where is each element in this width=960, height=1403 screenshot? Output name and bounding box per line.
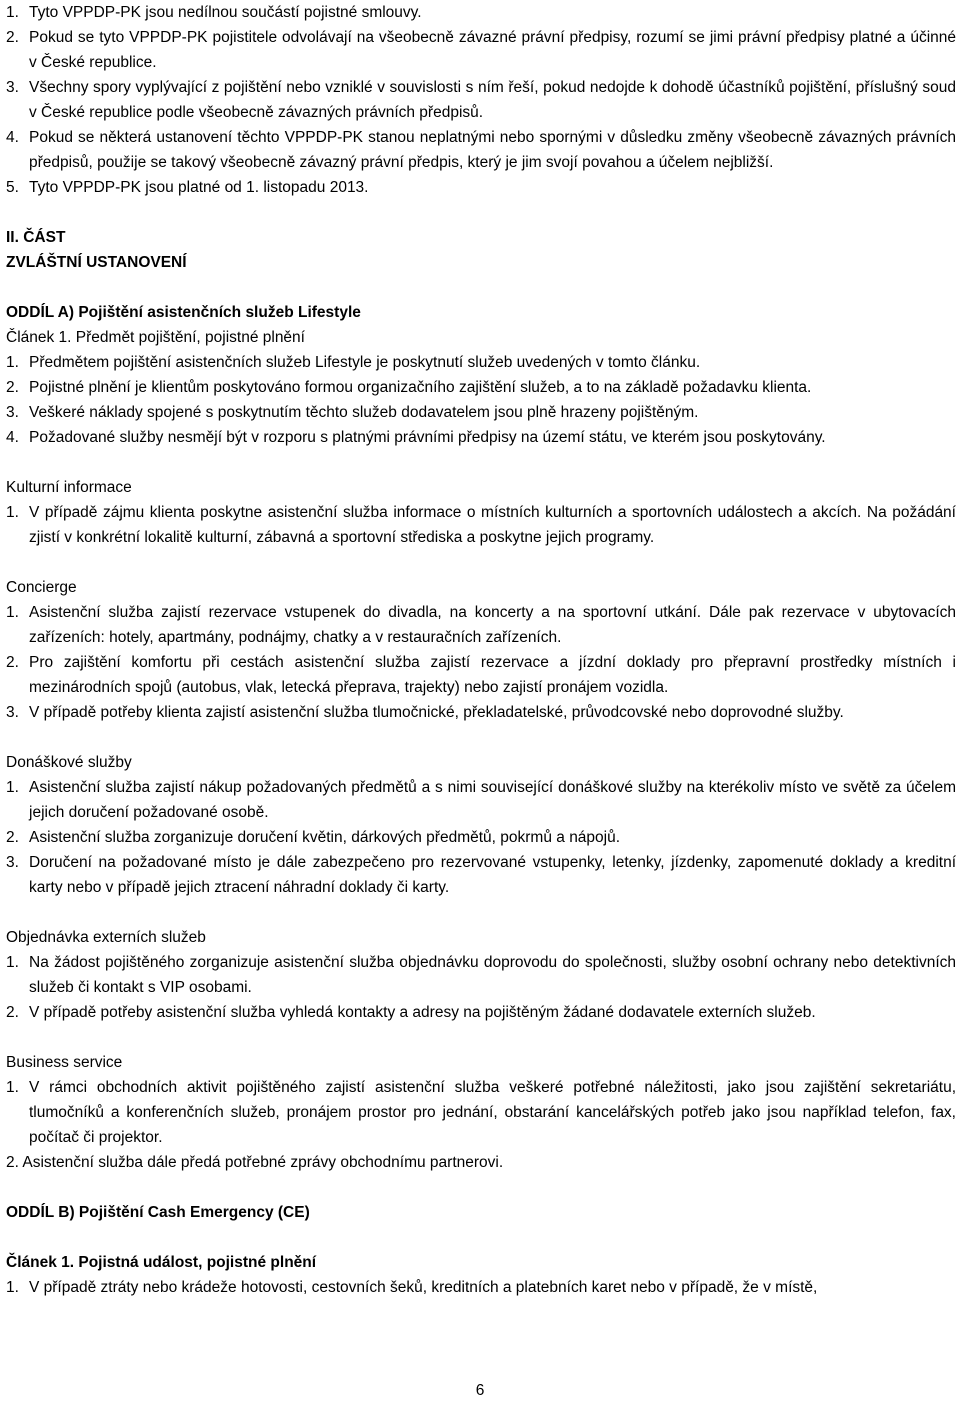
- item-text: Veškeré náklady spojené s poskytnutím těchto služeb dodavatelem jsou plně hrazeny pojištěným.: [29, 404, 699, 421]
- list-item: [6, 700, 956, 725]
- list-item: [6, 600, 956, 650]
- page-number: 6: [475, 1382, 485, 1399]
- list-item: [6, 75, 956, 125]
- list-item: [6, 425, 956, 450]
- item-text: Všechny spory vyplývající z pojištění nebo vzniklé v souvislosti s ním řeší, pokud nedojde k dohodě účastníků pojištění, příslušný soud v České republice podle všeobecně závazných právních předpisů.: [29, 79, 956, 121]
- item-text: V případě ztráty nebo krádeže hotovosti, cestovních šeků, kreditních a platebních karet nebo v případě, že v místě,: [29, 1279, 818, 1296]
- item-number: 2.: [6, 829, 19, 846]
- item-text: Asistenční služba zorganizuje doručení květin, dárkových předmětů, pokrmů a nápojů.: [29, 829, 621, 846]
- item-text: Tyto VPPDP-PK jsou nedílnou součástí pojistné smlouvy.: [29, 4, 422, 21]
- list-item: [6, 1075, 956, 1150]
- list-item: [6, 775, 956, 825]
- item-text: Předmětem pojištění asistenčních služeb Lifestyle je poskytnutí služeb uvedených v tomto článku.: [29, 354, 701, 371]
- item-text: Tyto VPPDP-PK jsou platné od 1. listopadu 2013.: [29, 179, 369, 196]
- item-text: Požadované služby nesmějí být v rozporu s platnými právními předpisy na území státu, ve kterém jsou poskytovány.: [29, 429, 826, 446]
- part-subtitle: ZVLÁŠTNÍ USTANOVENÍ: [6, 254, 187, 271]
- item-number: 1.: [6, 779, 19, 796]
- item-number: 2.: [6, 654, 19, 671]
- part1-list: [6, 0, 956, 200]
- part-title: II. ČÁST: [6, 229, 66, 246]
- item-text: Doručení na požadované místo je dále zabezpečeno pro rezervované vstupenky, letenky, jízdenky, zapomenuté doklady a kreditní karty nebo v případě jejich ztracení náhradní doklady či karty.: [29, 854, 956, 896]
- list-item: [6, 1275, 956, 1300]
- document-page: [6, 0, 956, 1300]
- list-item: [6, 650, 956, 700]
- donaskove-title: Donáškové služby: [6, 754, 132, 771]
- item-number: 1.: [6, 354, 19, 371]
- item-number: 2.: [6, 29, 19, 46]
- item-number: 1.: [6, 1079, 19, 1096]
- list-item: [6, 125, 956, 175]
- item-number: 2.: [6, 1004, 19, 1021]
- item-text: Na žádost pojištěného zorganizuje asistenční služba objednávku doprovodu do společnosti, služby osobní ochrany nebo detektivních služeb či kontakt s VIP osobami.: [29, 954, 956, 996]
- section-a-article: Článek 1. Předmět pojištění, pojistné plnění: [6, 329, 305, 346]
- kulturni-title: Kulturní informace: [6, 479, 132, 496]
- item-text: V rámci obchodních aktivit pojištěného zajistí asistenční služba veškeré potřebné náležitosti, jako jsou zajištění sekretariátu, tlumočníků a konferenčních služeb, pronájem prostor pro jednání, obstarání kancelářských potřeb jako jsou například telefon, fax, počítač či projektor.: [29, 1079, 956, 1146]
- item-text: Pro zajištění komfortu při cestách asistenční služba zajistí rezervace a jízdní doklady pro přepravní prostředky místních i mezinárodních spojů (autobus, vlak, letecká přeprava, trajekty) nebo zajistí pronájem vozidla.: [29, 654, 956, 696]
- section-a-list: [6, 350, 956, 450]
- section-b-title: ODDÍL B) Pojištění Cash Emergency (CE): [6, 1204, 310, 1221]
- item-number: 3.: [6, 704, 19, 721]
- list-item: [6, 0, 956, 25]
- list-item: [6, 400, 956, 425]
- section-b-article: Článek 1. Pojistná událost, pojistné plnění: [6, 1254, 317, 1271]
- item-text: V případě potřeby klienta zajistí asistenční služba tlumočnické, překladatelské, průvodcovské nebo doprovodné služby.: [29, 704, 844, 721]
- item-text: V případě potřeby asistenční služba vyhledá kontakty a adresy na pojištěným žádané dodavatele externích služeb.: [29, 1004, 816, 1021]
- item-number: 4.: [6, 129, 19, 146]
- list-item: [6, 1000, 956, 1025]
- item-number: 2.: [6, 379, 19, 396]
- item-number: 4.: [6, 429, 19, 446]
- item-number: 3.: [6, 854, 19, 871]
- concierge-title: Concierge: [6, 579, 77, 596]
- list-item: [6, 850, 956, 900]
- list-item: [6, 825, 956, 850]
- objednavka-title: Objednávka externích služeb: [6, 929, 206, 946]
- item-number: 1.: [6, 504, 19, 521]
- item-number: 1.: [6, 954, 19, 971]
- item-text: Asistenční služba zajistí rezervace vstupenek do divadla, na koncerty a na sportovní utkání. Dále pak rezervace v ubytovacích zařízeních: hotely, apartmány, podnájmy, chatky a v restauračních zařízeních.: [29, 604, 956, 646]
- section-a-title: ODDÍL A) Pojištění asistenčních služeb Lifestyle: [6, 304, 361, 321]
- list-item: [6, 375, 956, 400]
- item-text: Asistenční služba zajistí nákup požadovaných předmětů a s nimi související donáškové služby na kterékoliv místo ve světě za účelem jejich doručení požadované osobě.: [29, 779, 956, 821]
- list-item: [6, 350, 956, 375]
- item-text: Pojistné plnění je klientům poskytováno formou organizačního zajištění služeb, a to na základě požadavku klienta.: [29, 379, 812, 396]
- list-item: [6, 500, 956, 550]
- item-text: Pokud se některá ustanovení těchto VPPDP-PK stanou neplatnými nebo spornými v důsledku změny všeobecně závazných právních předpisů, použije se takový všeobecně závazný právní předpis, který je jim svojí povahou a účelem nejbližší.: [29, 129, 956, 171]
- list-item: [6, 950, 956, 1000]
- item-text: Pokud se tyto VPPDP-PK pojistitele odvolávají na všeobecně závazné právní předpisy, rozumí se jimi právní předpisy platné a účinné v České republice.: [29, 29, 956, 71]
- item-number: 1.: [6, 1279, 19, 1296]
- business-title: Business service: [6, 1054, 123, 1071]
- item-number: 1.: [6, 604, 19, 621]
- item-number: 3.: [6, 79, 19, 96]
- item-text: V případě zájmu klienta poskytne asistenční služba informace o místních kulturních a sportovních událostech a akcích. Na požádání zjistí v konkrétní lokalitě kulturní, zábavná a sportovní střediska a poskytne jejich programy.: [29, 504, 956, 546]
- list-item: 2. Asistenční služba dále předá potřebné zprávy obchodnímu partnerovi.: [6, 1154, 504, 1171]
- item-number: 1.: [6, 4, 19, 21]
- list-item: [6, 25, 956, 75]
- list-item: [6, 175, 956, 200]
- item-number: 5.: [6, 179, 19, 196]
- item-number: 3.: [6, 404, 19, 421]
